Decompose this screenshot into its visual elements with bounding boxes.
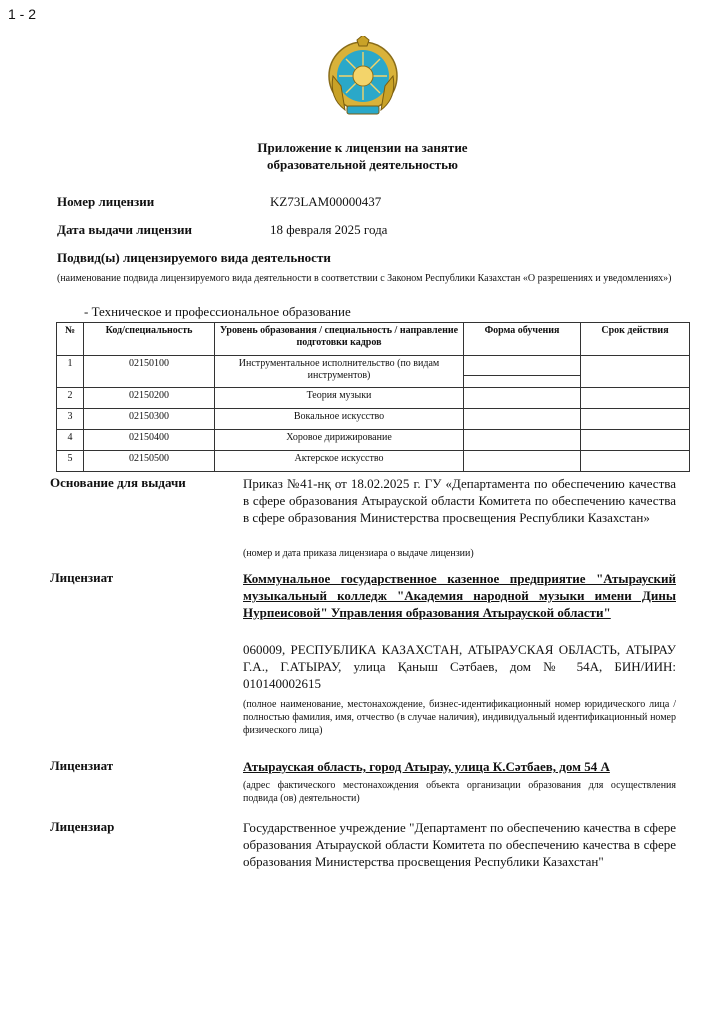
header-code: Код/специальность [84,323,215,356]
row-number: 5 [57,451,84,472]
document-title [0,139,725,173]
row-form [464,451,581,472]
row-code: 02150100 [84,356,215,388]
education-type: - Техническое и профессиональное образование [84,304,351,319]
licensee-address: 060009, РЕСПУБЛИКА КАЗАХСТАН, АТЫРАУСКАЯ ОБЛАСТЬ, АТЫРАУ Г.А., Г.АТЫРАУ, улица Қаныш Сәтбаев, дом № 54А, БИН/ИИН: 010140002615 [243,642,676,691]
licensee-name: Коммунальное государственное казенное предприятие "Атырауский музыкальный колледж "Академия народной музыки имени Дины Нурпеисовой" Управления образования Атырауской области" [243,571,676,620]
header-form: Форма обучения [464,323,581,356]
row-specialty: Теория музыки [215,388,464,409]
row-number: 1 [57,356,84,388]
basis-text: Приказ №41-нқ от 18.02.2025 г. ГУ «Департамента по обеспечению качества в сфере образования Атырауской области Комитета по обеспечению качества в сфере образования Министерства просвещения Республики Казахстан» [243,476,676,525]
row-specialty: Актерское искусство [215,451,464,472]
basis-label: Основание для выдачи [50,475,186,490]
row-code: 02150500 [84,451,215,472]
row-validity [581,430,690,451]
header-validity: Срок действия [581,323,690,356]
row-code: 02150400 [84,430,215,451]
table-header-row [57,323,690,356]
facility-note: (адрес фактического местонахождения объекта организации образования для осуществления подвида (ов) деятельности) [243,780,676,804]
row-specialty: Вокальное искусство [215,409,464,430]
row-number: 4 [57,430,84,451]
title-line-1: Приложение к лицензии на занятие [257,140,468,155]
header-number: № [57,323,84,356]
licensee-label: Лицензиат [50,570,114,585]
licensor-text: Государственное учреждение "Департамент по обеспечению качества в сфере образования Атырауской области Комитета по обеспечению качества в сфере образования Министерства просвещения Республики Казахстан" [243,820,676,869]
licensee2-label: Лицензиат [50,758,114,773]
row-form [464,356,581,388]
row-specialty: Инструментальное исполнительство (по видам инструментов) [215,356,464,388]
row-number: 2 [57,388,84,409]
facility-address: Атырауская область, город Атырау, улица К.Сәтбаев, дом 54 А [243,759,610,774]
header-level: Уровень образования / специальность / направление подготовки кадров [215,323,464,356]
row-form [464,388,581,409]
issue-date-label: Дата выдачи лицензии [57,222,192,237]
licensor-label: Лицензиар [50,819,115,834]
licensee-note: (полное наименование, местонахождение, бизнес-идентификационный номер юридического лица / полностью фамилия, имя, отчество (в случае наличия), индивидуальный идентификационный номер физического лица) [243,699,676,736]
row-validity [581,356,690,388]
row-number: 3 [57,409,84,430]
row-specialty: Хоровое дирижирование [215,430,464,451]
table-row [57,409,690,430]
row-form [464,430,581,451]
subtypes-label: Подвид(ы) лицензируемого вида деятельности [57,250,331,265]
license-number-label: Номер лицензии [57,194,155,209]
row-form [464,409,581,430]
table-row [57,388,690,409]
table-row [57,356,690,388]
row-code: 02150300 [84,409,215,430]
license-number: KZ73LAM00000437 [270,194,382,209]
row-validity [581,451,690,472]
row-validity [581,409,690,430]
title-line-2: образовательной деятельностью [267,157,458,172]
subtypes-note: (наименование подвида лицензируемого вида деятельности в соответствии с Законом Республики Казахстан «О разрешениях и уведомлениях») [57,273,672,284]
issue-date: 18 февраля 2025 года [270,222,388,237]
page-number: 1 - 2 [8,6,37,22]
table-row [57,451,690,472]
state-emblem-icon [327,36,399,126]
basis-note: (номер и дата приказа лицензиара о выдаче лицензии) [243,548,474,559]
row-code: 02150200 [84,388,215,409]
row-validity [581,388,690,409]
table-row [57,430,690,451]
specialties-table [56,322,690,472]
